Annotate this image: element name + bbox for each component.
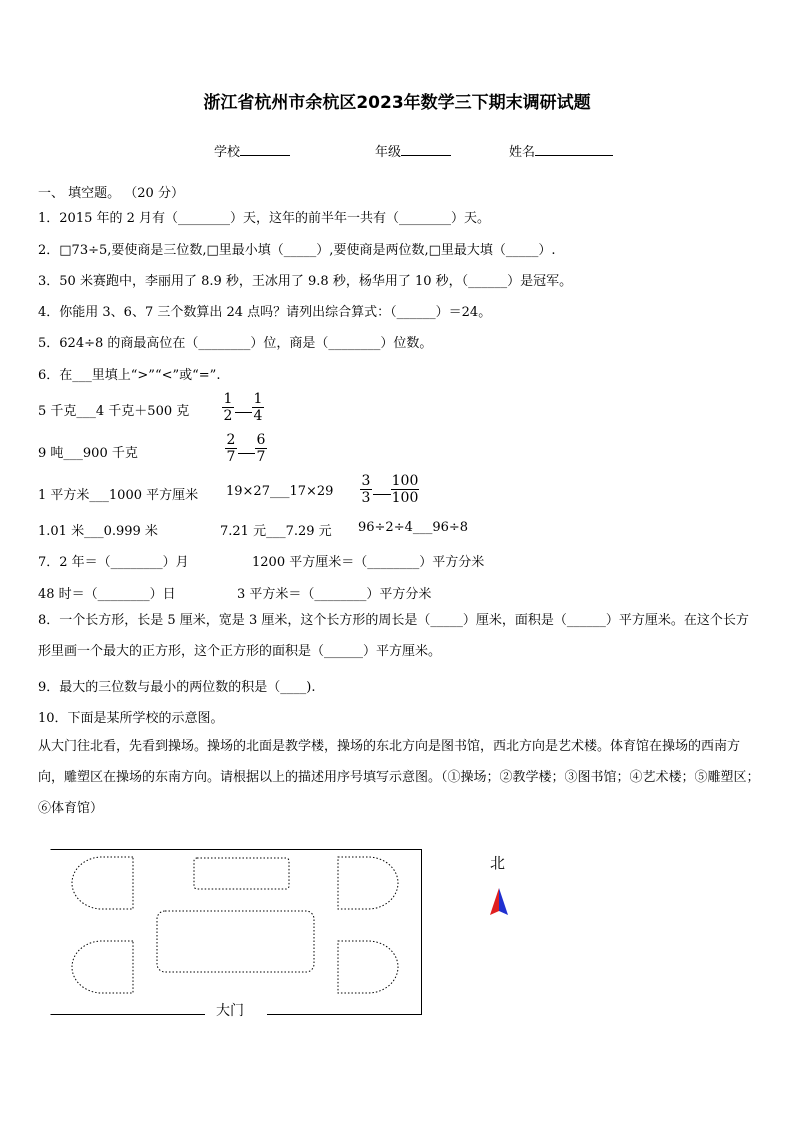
question-10: 10．下面是某所学校的示意图。 [38, 711, 224, 726]
question-1: 1．2015 年的 2 月有（________）天，这年的前半年一共有（________）天。 [38, 211, 491, 226]
q6-item-f: 7.21 元___7.29 元 [220, 524, 332, 539]
question-7a: 7．2 年＝（________）月 [38, 555, 189, 570]
question-2: 2．□73÷5,要使商是三位数,□里最小填（_____）,要使商是两位数,□里最大填（_____）. [38, 243, 556, 258]
question-8: 8．一个长方形，长是 5 厘米，宽是 3 厘米，这个长方形的周长是（_____）厘米，面积是（______）平方厘米。在这个长方形里画一个最大的正方形，这个正方形的面积是（______）平方厘米。 [38, 613, 749, 659]
compare-blank [373, 494, 391, 495]
zone-southeast [338, 941, 398, 993]
grade-label: 年级 [375, 145, 402, 160]
q6-item-g: 96÷2÷4___96÷8 [358, 520, 469, 535]
question-7c: 48 时＝（________）日 [38, 587, 176, 602]
section-heading: 一、 填空题。 （20 分） [38, 186, 184, 201]
q6-item-b: 9 吨___900 千克 [38, 446, 138, 461]
zone-northeast [338, 857, 398, 909]
question-10-description: 从大门往北看，先看到操场。操场的北面是教学楼，操场的东北方向是图书馆，西北方向是艺术楼。体育馆在操场的西南方向，雕塑区在操场的东南方向。请根据以上的描述用序号填写示意图。（①操场；②教学楼；③图书馆；④艺术楼；⑤雕塑区；⑥体育馆） [38, 739, 760, 816]
fraction-2-left: $\frac{2}{7}$ [226, 432, 236, 465]
fraction-3-left: $\frac{3}{3}$ [361, 473, 371, 506]
grade-field [375, 141, 451, 160]
zone-southwest [72, 941, 133, 993]
school-blank [240, 143, 290, 156]
school-diagram-svg [50, 849, 422, 1015]
gate-label: 大门 [216, 1003, 244, 1019]
name-field [509, 141, 613, 160]
fraction-1-right: $\frac{1}{4}$ [253, 391, 263, 424]
fraction-3-right: $\frac{100}{100}$ [391, 473, 419, 506]
zone-north [194, 858, 289, 889]
question-7d: 3 平方米＝（________）平方分米 [237, 587, 432, 602]
question-7b: 1200 平方厘米＝（________）平方分米 [252, 555, 485, 570]
page-title: 浙江省杭州市余杭区2023年数学三下期末调研试题 [203, 93, 591, 113]
question-4: 4．你能用 3、6、7 三个数算出 24 点吗？请列出综合算式：（______）＝24。 [38, 305, 492, 320]
question-5: 5．624÷8 的商最高位在（________）位，商是（________）位数。 [38, 336, 433, 351]
north-compass [486, 852, 514, 922]
q6-item-c: 1 平方米___1000 平方厘米 [38, 488, 199, 503]
grade-blank [401, 143, 451, 156]
school-field [214, 141, 290, 160]
q6-item-d: 19×27___17×29 [226, 484, 334, 499]
name-label: 姓名 [509, 145, 536, 160]
school-boundary [51, 850, 422, 1015]
fraction-2-right: $\frac{6}{7}$ [256, 432, 266, 465]
zone-center [157, 911, 314, 972]
zone-outlines [72, 857, 398, 993]
compass-arrow-icon [486, 852, 514, 922]
question-9: 9．最大的三位数与最小的两位数的积是（____). [38, 680, 316, 695]
north-label: 北 [490, 854, 506, 872]
question-6: 6．在___里填上“>”“<”或“=”. [38, 368, 221, 383]
question-3: 3．50 米赛跑中，李丽用了 8.9 秒，王冰用了 9.8 秒，杨华用了 10 秒，（______）是冠军。 [38, 274, 573, 289]
fraction-1-left: $\frac{1}{2}$ [223, 391, 233, 424]
compare-blank [235, 412, 252, 413]
school-diagram [50, 849, 422, 1019]
q6-item-e: 1.01 米___0.999 米 [38, 524, 158, 539]
zone-northwest [72, 857, 133, 909]
school-label: 学校 [214, 145, 241, 160]
compare-blank [238, 453, 255, 454]
name-blank [535, 143, 613, 156]
q6-item-a: 5 千克___4 千克＋500 克 [38, 404, 190, 419]
